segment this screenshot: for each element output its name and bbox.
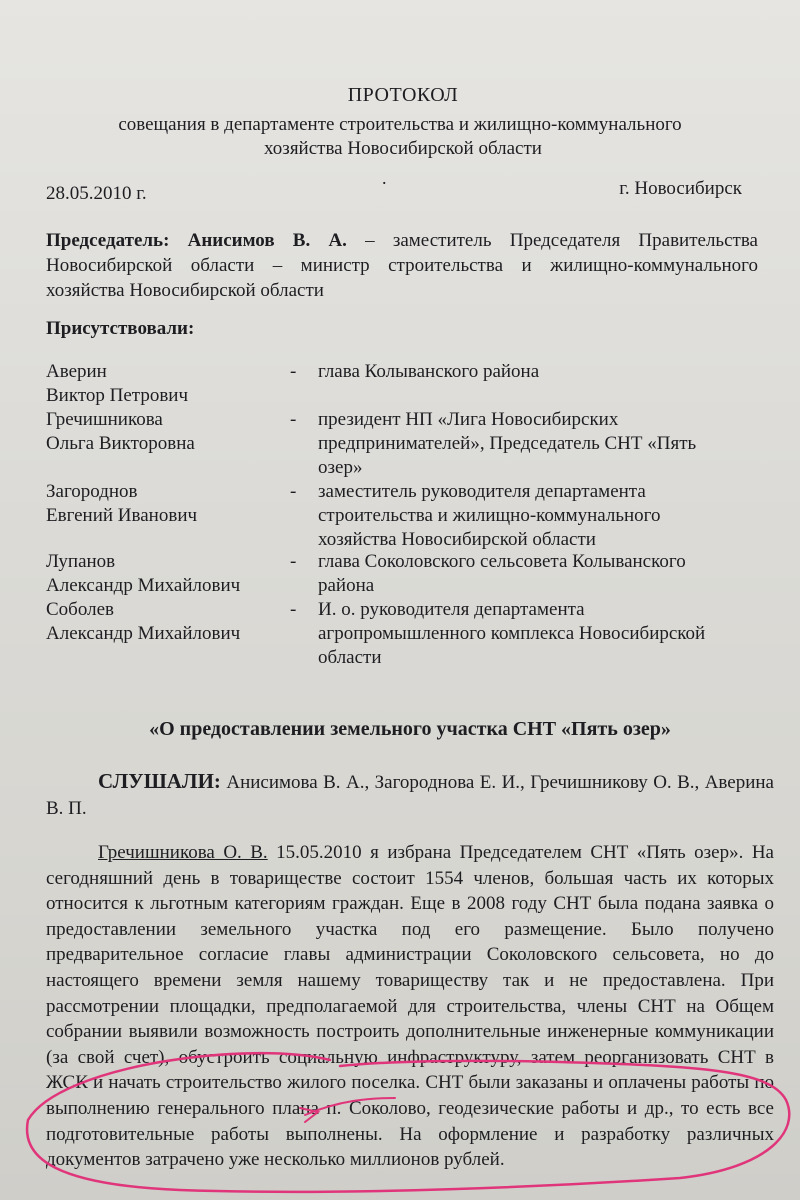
attendee-dash: - xyxy=(290,361,297,382)
attendee-role: президент НП «Лига Новосибирских предпринимателей», Председатель СНТ «Пять озер» xyxy=(318,409,697,478)
document-city: г. Новосибирск xyxy=(619,178,742,199)
heard-label: СЛУШАЛИ: xyxy=(98,769,221,793)
heard-text: Анисимова В. А., Загороднова Е. И., Гречишникову О. В., Аверина В. П. xyxy=(46,772,774,819)
document-title: ПРОТОКОЛ xyxy=(347,84,459,106)
document-subtitle-line-1: совещания в департаменте строительства и жилищно-коммунального xyxy=(118,114,682,135)
speaker-name: Гречишникова О. В. xyxy=(98,842,268,863)
document-subtitle-line-2: хозяйства Новосибирской области xyxy=(264,138,542,159)
attendee-dash: - xyxy=(290,551,297,572)
attendee-dash: - xyxy=(290,599,297,620)
attendee-role: заместитель руководителя департамента строительства и жилищно-коммунального хозяйства Новосибирской области xyxy=(318,481,661,550)
attendee-role: И. о. руководителя департамента агропромышленного комплекса Новосибирской области xyxy=(318,599,706,668)
attendee-role: глава Колыванского района xyxy=(318,361,540,382)
attendee-name: Аверин Виктор Петрович xyxy=(46,361,189,406)
attendee-name: Гречишникова Ольга Викторовна xyxy=(46,409,195,454)
heard-paragraph xyxy=(46,768,774,822)
agenda-topic: «О предоставлении земельного участка СНТ «Пять озер» xyxy=(149,718,671,740)
stray-dot: . xyxy=(382,168,387,188)
speech-paragraph xyxy=(46,840,774,1173)
attendee-name: Соболев Александр Михайлович xyxy=(46,599,241,644)
chairman-paragraph xyxy=(46,228,758,303)
attendee-name: Загороднов Евгений Иванович xyxy=(46,481,198,526)
chairman-text: – заместитель Председателя Правительства Новосибирской области – министр строительства и жилищно-коммунального хозяйства Новосибирской области xyxy=(46,230,758,301)
document-date: 28.05.2010 г. xyxy=(46,183,147,204)
attendee-dash: - xyxy=(290,481,297,502)
attendees-heading: Присутствовали: xyxy=(46,318,195,339)
attendee-name: Лупанов Александр Михайлович xyxy=(46,551,241,596)
attendee-role: глава Соколовского сельсовета Колыванского района xyxy=(318,551,686,596)
chairman-label: Председатель: Анисимов В. А. xyxy=(46,230,347,251)
attendee-dash: - xyxy=(290,409,297,430)
document-header xyxy=(0,84,800,161)
speech-text: 15.05.2010 я избрана Председателем СНТ «Пять озер». На сегодняшний день в товариществе состоит 1554 членов, большая часть их которых относится к льготным категориям граждан. Еще в 2008 году СНТ была подана заявка о предоставлении земельного участка под его размещение. Было получено предварительное согласие главы администрации Соколовского сельсовета, но до настоящего времени земля нашему товариществу так и не предоставлена. При рассмотрении площадки, предполагаемой для строительства, члены СНТ на Общем собрании выявили возможность построить дополнительные инженерные коммуникации (за свой счет), обустроить социальную инфраструктуру, затем реорганизовать СНТ в ЖСК и начать строительство жилого поселка. СНТ были заказаны и оплачены работы по выполнению генерального плана п. Соколово, геодезические работы и др., то есть все подготовительные работы выполнены. На оформление и разработку различных документов затрачено уже несколько миллионов рублей. xyxy=(46,842,774,1171)
